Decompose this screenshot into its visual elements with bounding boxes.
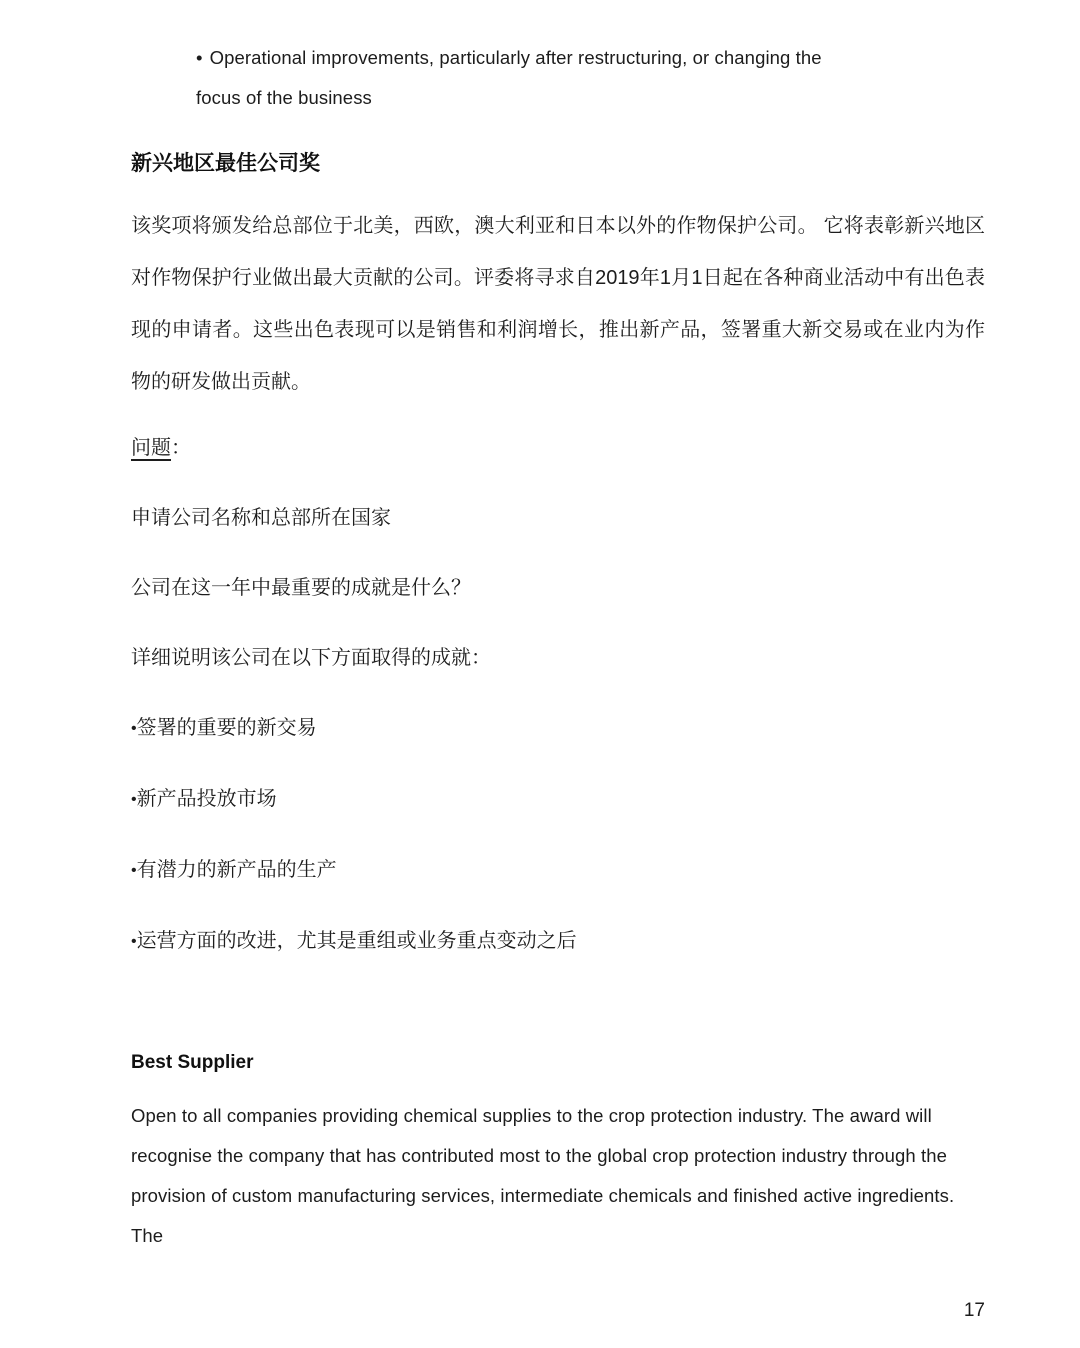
bullet-icon: • [131, 933, 137, 950]
award-description-paragraph: 该奖项将颁发给总部位于北美，西欧，澳大利亚和日本以外的作物保护公司。 它将表彰新兴地区对作物保护行业做出最大贡献的公司。评委将寻求自2019年1月1日起在各种商业活动中有出色表现的申请者。这些出色表现可以是销售和利润增长，推出新产品，签署重大新交易或在业内为作物的研发做出贡献。 [131, 215, 985, 393]
emerging-region-award-heading: 新兴地区最佳公司奖 [131, 152, 320, 175]
english-bullet-text: Operational improvements, particularly after restructuring, or changing the focus of the business [196, 47, 822, 108]
english-bullet-item [131, 38, 871, 118]
best-supplier-paragraph: Open to all companies providing chemical supplies to the crop protection industry. The award will recognise the company that has contributed most to the global crop protection industry through the provision of custom manufacturing services, intermediate chemicals and finished active ingredients. The [131, 1105, 955, 1246]
best-supplier-heading: Best Supplier [131, 1052, 254, 1073]
bullet-icon: • [131, 720, 137, 737]
bullet-icon: • [131, 791, 137, 808]
bullet-icon: • [196, 47, 203, 68]
bullet-icon: • [131, 862, 137, 879]
list-item-text: 有潜力的新产品的生产 [136, 859, 337, 881]
page-number: 17 [963, 1300, 985, 1321]
list-item-text: 新产品投放市场 [136, 788, 277, 810]
list-item [131, 915, 985, 968]
questions-label [131, 422, 985, 474]
list-item [131, 702, 985, 755]
list-item-text: 运营方面的改进，尤其是重组或业务重点变动之后 [136, 930, 577, 952]
question-line: 申请公司名称和总部所在国家 [131, 507, 391, 529]
question-line: 详细说明该公司在以下方面取得的成就： [131, 647, 491, 669]
list-item-text: 签署的重要的新交易 [136, 717, 317, 739]
document-page [0, 38, 1080, 1348]
question-line: 公司在这一年中最重要的成就是什么？ [131, 577, 471, 599]
list-item [131, 773, 985, 826]
questions-label-colon: ： [171, 437, 191, 459]
questions-label-text: 问题 [131, 437, 171, 459]
list-item [131, 844, 985, 897]
